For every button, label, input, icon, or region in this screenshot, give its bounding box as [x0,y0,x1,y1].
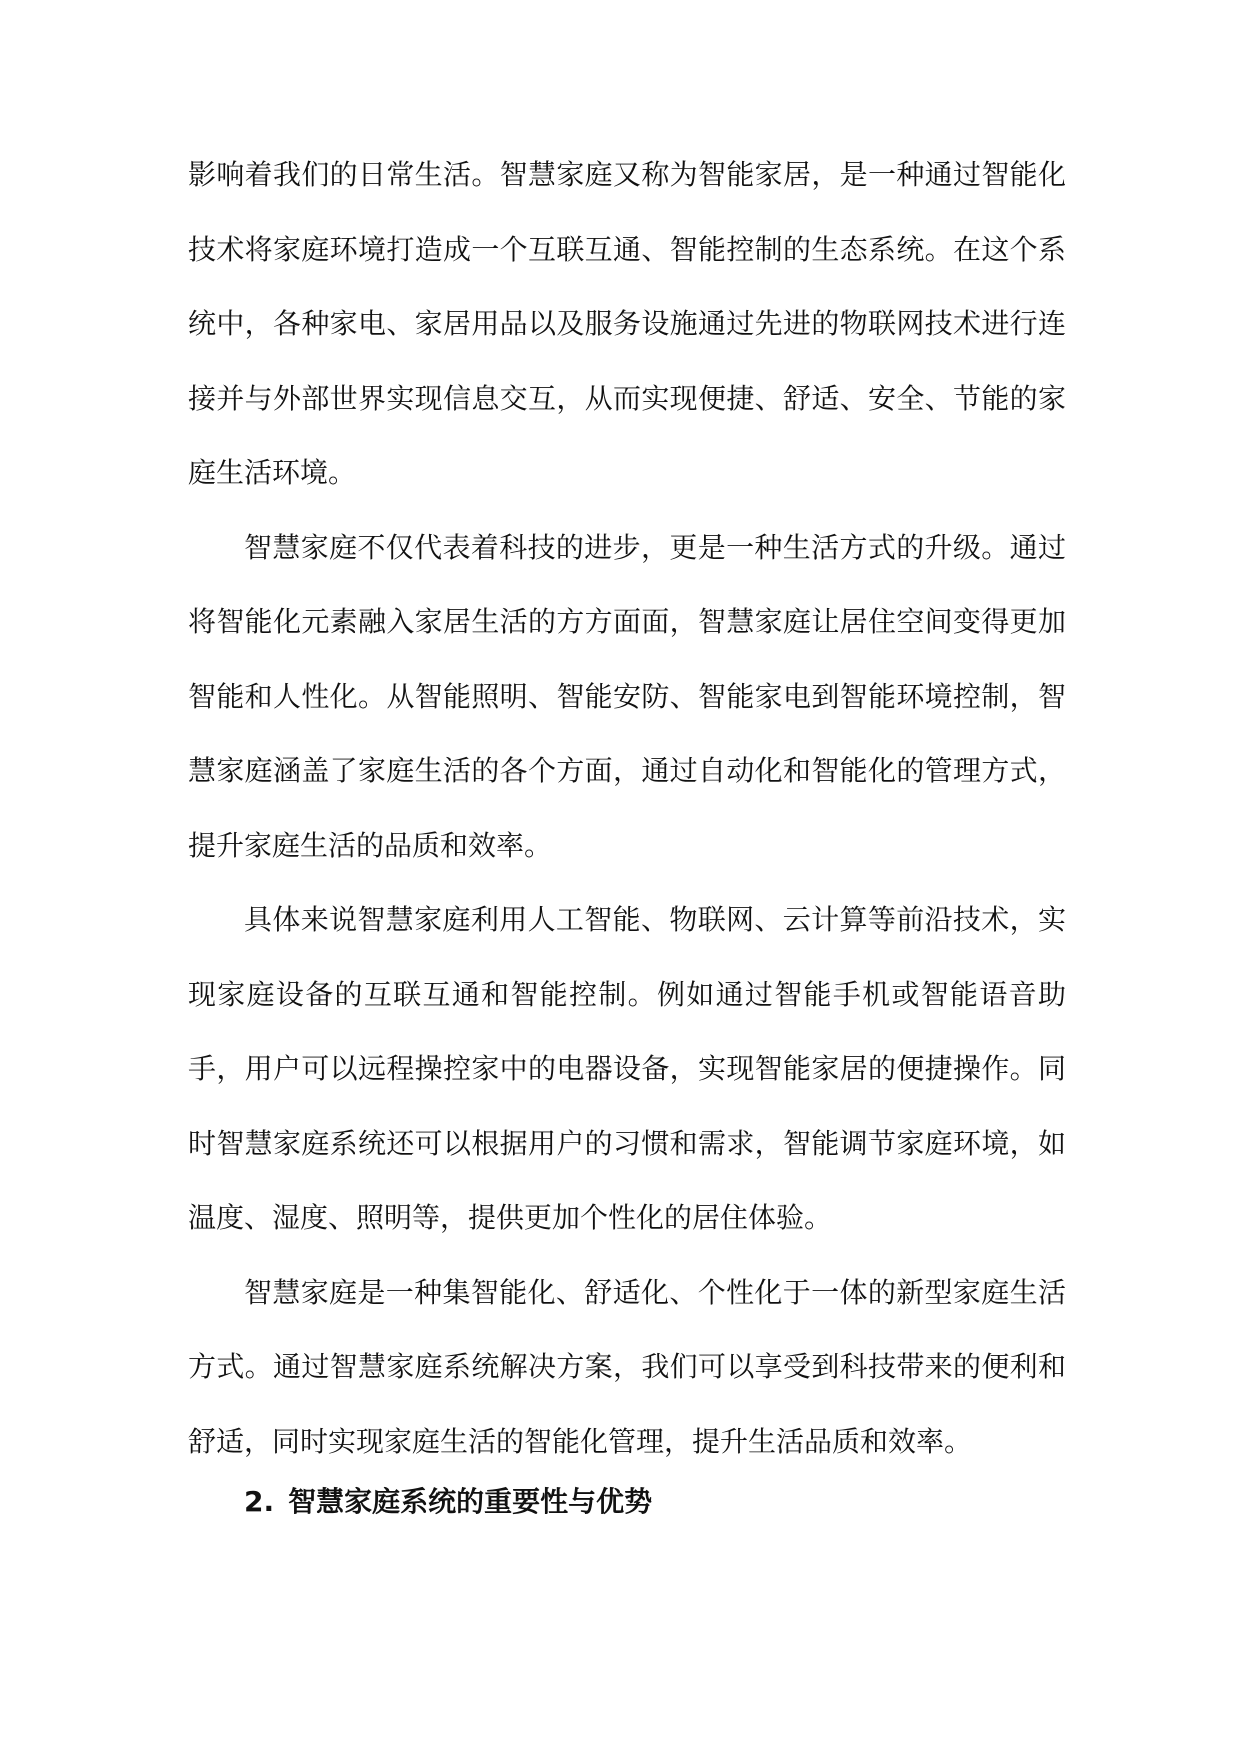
section-heading [244,1480,652,1520]
paragraph-1: 影响着我们的日常生活。智慧家庭又称为智能家居，是一种通过智能化技术将家庭环境打造成一个互联互通、智能控制的生态系统。在这个系统中，各种家电、家居用品以及服务设施通过先进的物联网技术进行连接并与外部世界实现信息交互，从而实现便捷、舒适、安全、节能的家庭生活环境。 [188,158,1066,489]
body-text [188,138,1066,1479]
section-title: 智慧家庭系统的重要性与优势 [288,1485,653,1518]
section-number: 2. [244,1485,275,1518]
paragraph-3: 具体来说智慧家庭利用人工智能、物联网、云计算等前沿技术，实现家庭设备的互联互通和智能控制。例如通过智能手机或智能语音助手，用户可以远程操控家中的电器设备，实现智能家居的便捷操作。同时智慧家庭系统还可以根据用户的习惯和需求，智能调节家庭环境，如温度、湿度、照明等，提供更加个性化的居住体验。 [188,903,1066,1234]
paragraph-2: 智慧家庭不仅代表着科技的进步，更是一种生活方式的升级。通过将智能化元素融入家居生活的方方面面，智慧家庭让居住空间变得更加智能和人性化。从智能照明、智能安防、智能家电到智能环境控制，智慧家庭涵盖了家庭生活的各个方面，通过自动化和智能化的管理方式，提升家庭生活的品质和效率。 [188,530,1066,862]
paragraph-4: 智慧家庭是一种集智能化、舒适化、个性化于一体的新型家庭生活方式。通过智慧家庭系统解决方案，我们可以享受到科技带来的便利和舒适，同时实现家庭生活的智能化管理，提升生活品质和效率。 [188,1275,1066,1458]
